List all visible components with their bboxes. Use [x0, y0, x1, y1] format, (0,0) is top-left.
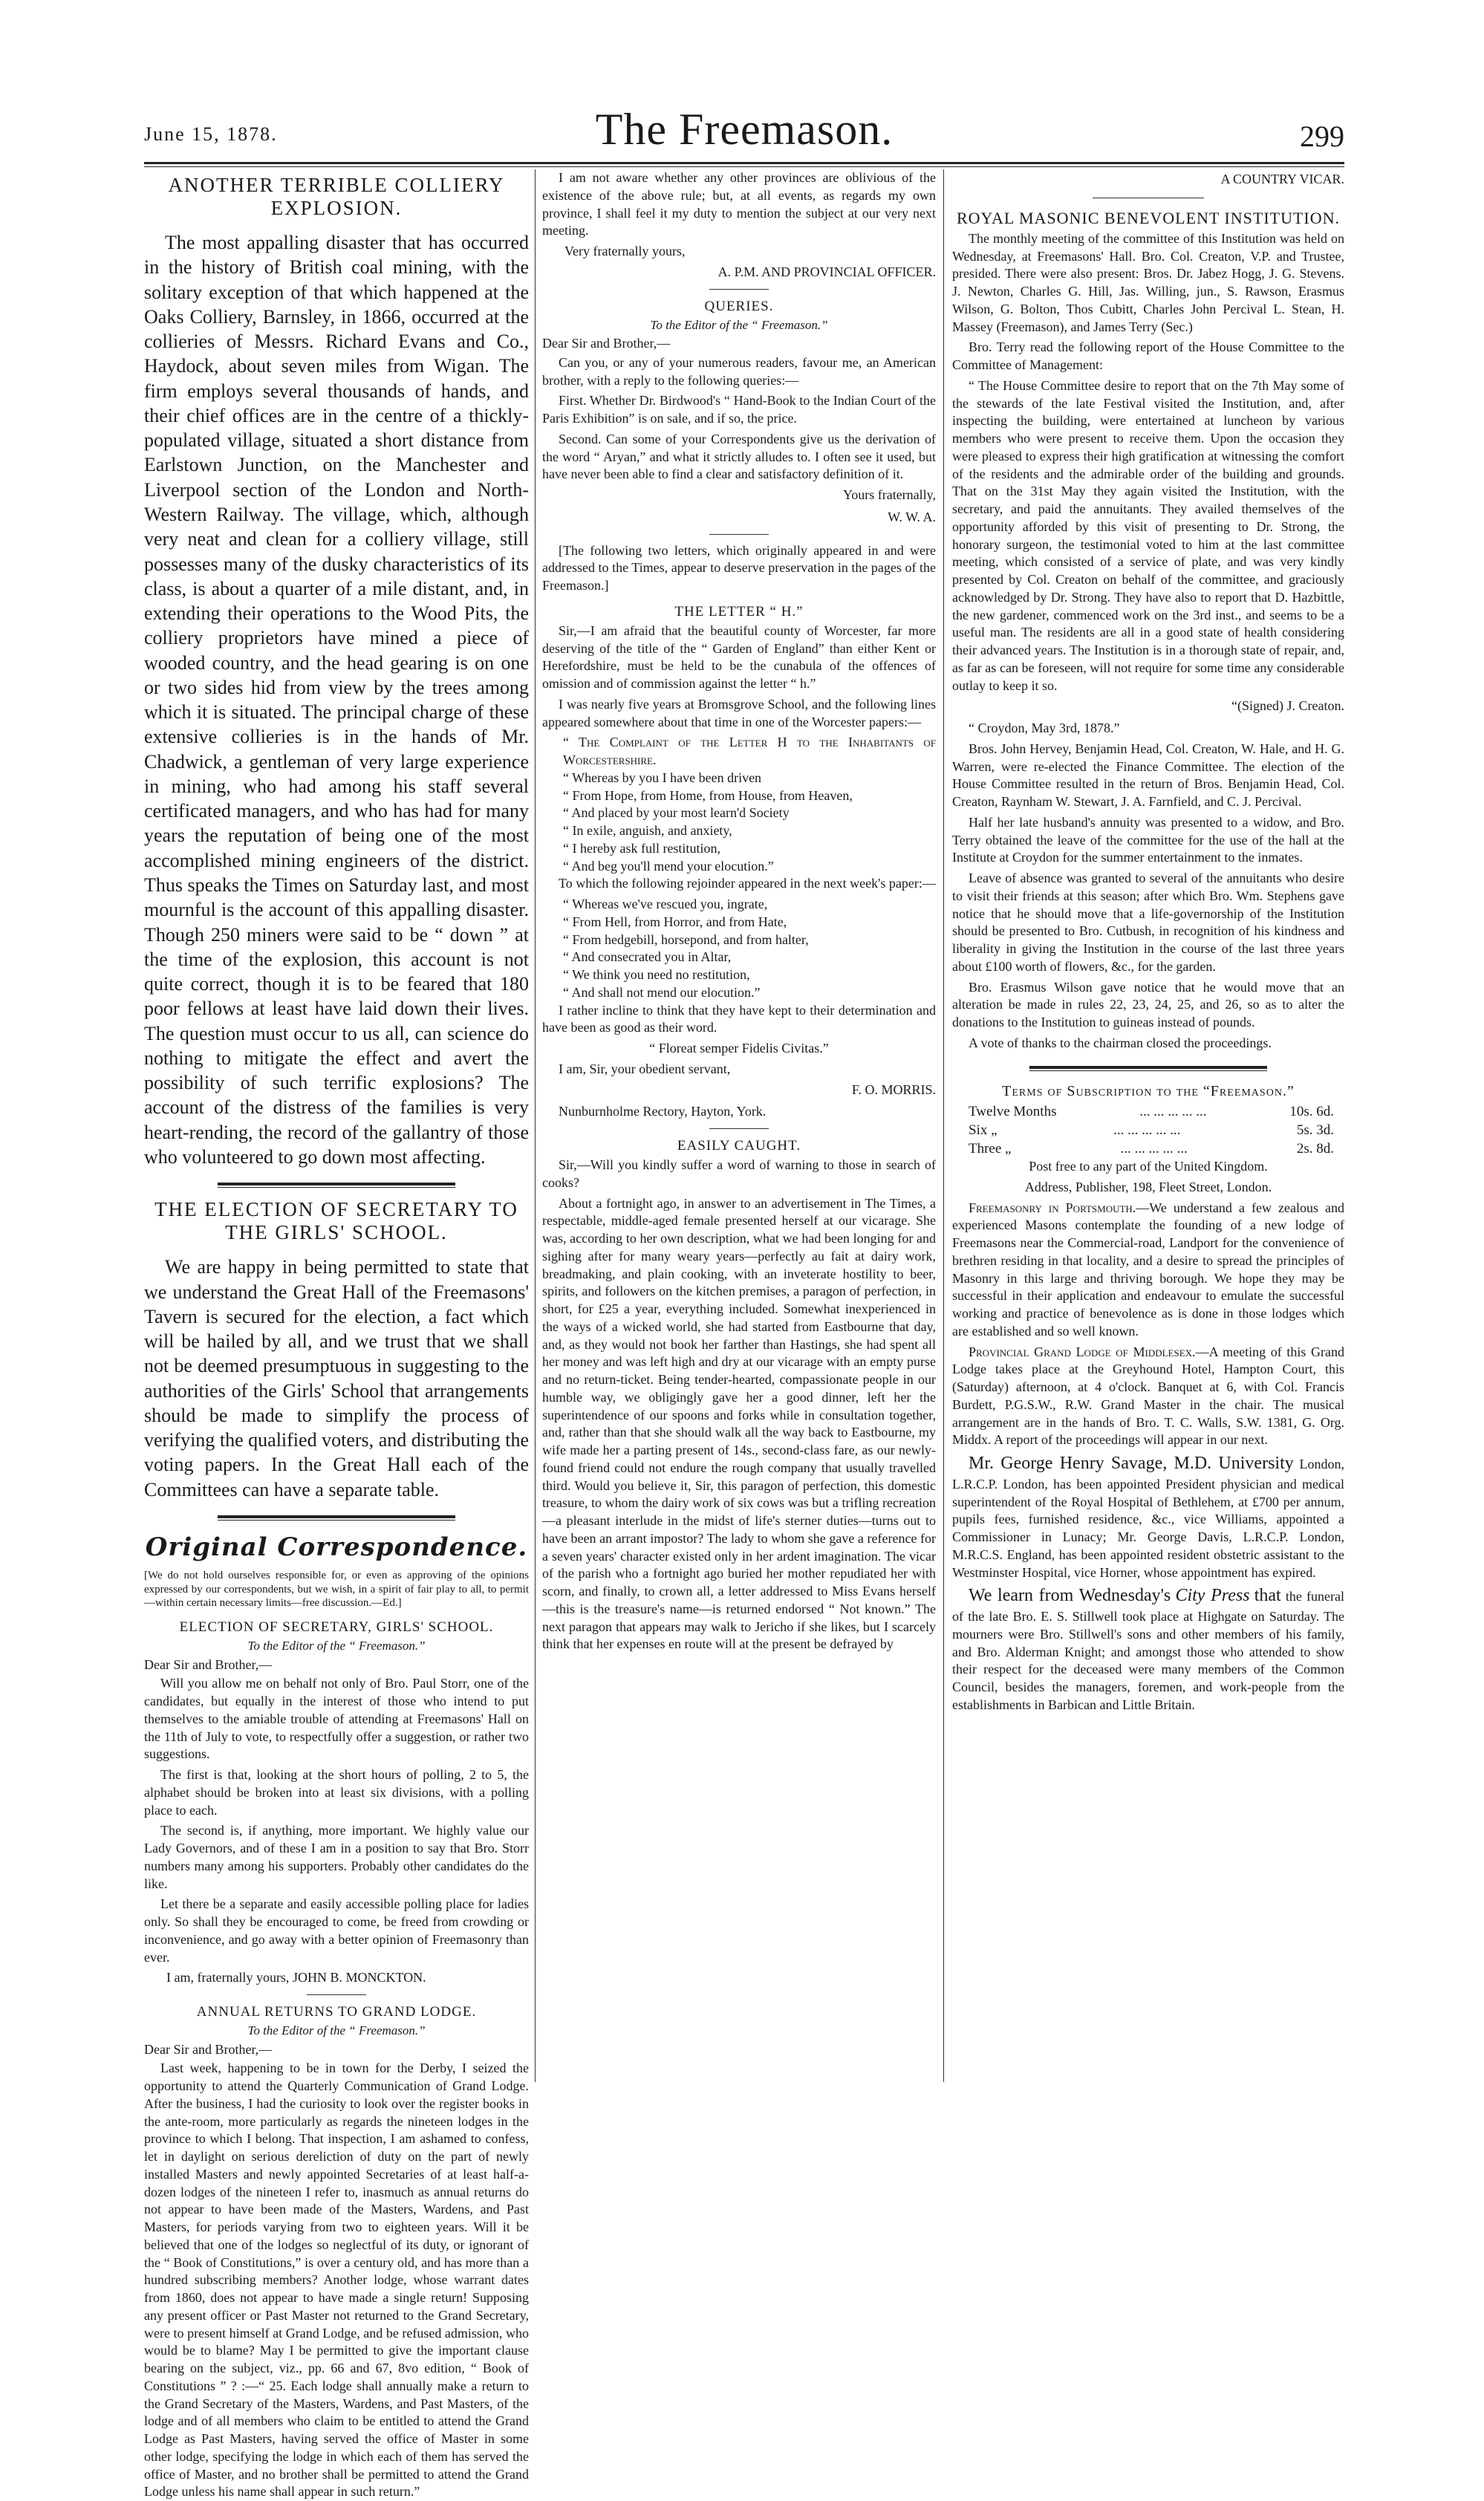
letter-paragraph: About a fortnight ago, in answer to an advertisement in The Times, a respectable, middle-aged female presented herself at our vicarage. She was, according to her own description, what we had been longing for and sighing after for many weary years—perfectly au fait at dairy work, breadmaking, and plain cooking, with an inveterate hostility to beer, spirits, and followers on the kitchen premises, a paragon of perfection, in short, for £25 a year, everything included. Somewhat inexperienced in the ways of a wicked world, she had started from Eastbourne that day, and, as they would not book her farther than Hastings, she had spent all her money and was left high and dry at our vicarage with an empty purse and no return-ticket. Being tender-hearted, compassionate people in our humble way, we obligingly gave her a good dinner, left her the superintendence of our spoons and forks while in consultation together, and, rather than that she should walk all the way back to Eastbourne, my wife made her a parting present of 14s., second-class fare, as our newly-found friend could not endure the rough company that usually travelled third. Would you believe it, Sir, this paragon of perfection, this domestic treasure, to whom the dairy work of six cows was but a trifling recreation—a pleasant interlude in the midst of life's sterner duties—turns out to have been an arrant impostor? The lady to whom she gave a reference for a seven years' character existed only in her ardent imagination. The vicar of the parish who a fortnight ago buried her mother repudiated her with scorn, and finally, to crown all, a letter addressed to Miss Evans herself—this is the treasure's name—is returned endorsed “ Not known.” The next paragon that appears may walk to Jericho if she likes, but I scarcely think that her expenses en route will at the present be defrayed by [542, 1195, 936, 1652]
letter-signature: JOHN B. MONCKTON. [292, 1970, 426, 1985]
terms-row: Six „ ... ... ... ... ... 5s. 3d. [969, 1122, 1334, 1138]
masthead [144, 104, 1344, 163]
column-2 [542, 169, 936, 2082]
letter-paragraph: Can you, or any of your numerous readers, favour me, an American brother, with a reply to the following queries:— [542, 354, 936, 388]
letter-h [542, 542, 936, 1122]
article-paragraph: Bro. Terry read the following report of the House Committee to the Committee of Management: [952, 339, 1344, 373]
article-paragraph: Bro. Erasmus Wilson gave notice that he would move that an alteration be made in rules 22, 23, 24, 25, and 26, so as to alter the donations to the Institution to guineas instead of pounds. [952, 979, 1344, 1030]
report-date: “ Croydon, May 3rd, 1878.” [969, 721, 1120, 736]
poem-title: “ The Complaint of the Letter H to the Inhabitants of Worcestershire. [563, 735, 936, 768]
letter-annual-returns [144, 2003, 529, 2501]
letter-closing: I am, Sir, your obedient servant, [559, 1061, 731, 1076]
letter-paragraph: Will you allow me on behalf not only of Bro. Paul Storr, one of the candidates, but equally in the interest of those who intend to put themselves to the amiable trouble of attending at Freemasons' Hall on the 11th of July to vote, to respectfully offer a suggestion, or rather two suggestions. [144, 1676, 529, 1762]
easily-caught-letter [542, 1136, 936, 1653]
letter-paragraph: The first is that, looking at the short hours of polling, 2 to 5, the alphabet should be broken into at least six divisions, with a polling place to each. [144, 1767, 529, 1818]
section-rule [1029, 1066, 1267, 1071]
issue-date: June 15, 1878. [144, 123, 278, 145]
letter-paragraph: Second. Can some of your Correspondents give us the derivation of the word “ Aryan,” and what it strictly alludes to. I often see it used, but have never been able to find a clear and satisfactory definition of it. [542, 431, 936, 482]
letter-salutation: Dear Sir and Brother,— [144, 1656, 273, 1672]
verse-line: “ I hereby ask full restitution, [563, 840, 720, 856]
column-divider-1 [535, 169, 536, 2082]
verse-line: “ Whereas we've rescued you, ingrate, [563, 897, 768, 912]
publisher-address: Address, Publisher, 198, Fleet Street, London. [1024, 1179, 1272, 1194]
letter-salutation: Dear Sir and Brother,— [144, 2041, 273, 2057]
verse-line: “ And beg you'll mend your elocution.” [563, 858, 774, 874]
news-stillwell: We learn from Wednesday's City Press that the funeral of the late Bro. E. S. Stillwell took place at Highgate on Saturday. The mourners were Bro. Stillwell's sons and other members of his family, and Bro. Alderman Knight; and amongst those who attended to show their respect for the deceased were many members of the Common Council, besides the managers, foremen, and work-people from the establishments in Barbican and Little Britain. [952, 1586, 1345, 1712]
letter-addressee: To the Editor of the “ Freemason.” [247, 1639, 426, 1653]
letter-heading: QUERIES. [704, 298, 774, 314]
letter-paragraph: I rather incline to think that they have kept to their determination and have been as good as their word. [542, 1002, 936, 1035]
letter-girls-school [144, 1618, 529, 1987]
section-title: Original Correspondence. [145, 1532, 528, 1562]
article-heading: THE ELECTION OF SECRETARY TO THE GIRLS' SCHOOL. [154, 1198, 518, 1244]
letter-closing: Very fraternally yours, [564, 244, 686, 258]
letter-paragraph: First. Whether Dr. Birdwood's “ Hand-Book to the Indian Court of the Paris Exhibition” is on sale, and if so, the price. [542, 393, 936, 426]
article-paragraph: We are happy in being permitted to state that we understand the Great Hall of the Freemasons' Tavern is secured for the election, a fact which will be hailed by all, and we trust that we shall not be deemed presumptuous in suggesting to the authorities of the Girls' School that arrangements should be made to simplify the process of verifying the qualified voters, and distributing the voting papers. In the Great Hall each of the Committees can have a separate table. [144, 1256, 529, 1500]
letter-signature: A. P.M. AND PROVINCIAL OFFICER. [717, 264, 936, 279]
letter-paragraph-continued: I am not aware whether any other provinces are oblivious of the existence of the above rule; but, at all events, as regards my own province, I shall feel it my duty to mention the subject at our very next meeting. [542, 170, 936, 238]
column-divider-2 [943, 169, 944, 2082]
verse-line: “ From Hope, from Home, from House, from Heaven, [563, 787, 853, 803]
column-1 [144, 169, 529, 2500]
letter-signature: A COUNTRY VICAR. [1220, 172, 1344, 186]
divider [709, 1128, 769, 1129]
news-savage: Mr. George Henry Savage, M.D. University London, L.R.C.P. London, has been appointed President physician and medical superintendent of the Royal Hospital of Bethlehem, at £700 per annum, pupils fees, furnished residence, &c., vice Williams, appointed a Commissioner in Lunacy; Mr. George Davis, L.R.C.P. London, M.R.C.S. England, has been appointed resident obstetric assistant to the Westminster Hospital, vice Horner, whose appointment has expired. [952, 1454, 1345, 1580]
letter-closing: I am, fraternally yours, JOHN B. MONCKTON. [166, 1970, 426, 1985]
newspaper-title: The Freemason. [595, 105, 894, 154]
divider [307, 1994, 366, 1995]
letter-addressee: To the Editor of the “ Freemason.” [247, 2023, 426, 2038]
article-paragraph: “ The House Committee desire to report that on the 7th May some of the stewards of the late Festival visited the Institution, and, after inspecting the building, were entertained at luncheon by various members who were present to receive them. Upon the occasion they were pleased to express their high gratification at witnessing the comfort of the residents and the admirable order of the building and grounds. That on the 31st May they again visited the Institution, with the secretary, and paid the annuitants. They availed themselves of the opportunity afforded by this visit of presenting to Dr. Strong, the honorary surgeon, the testimonial voted to him at the last committee meeting, which consisted of a service of plate, and was very kindly presented by Col. Creaton on behalf of the committee, and graciously acknowledged by Dr. Strong. They have also to report that D. Hazbittle, the new gardener, commenced work on the 3rd inst., and seems to be a useful man. The residents are all in a good state of health considering their advanced years. The Institution is in a thorough state of repair, and, as far as can be foreseen, will not require for some time any considerable outlay to keep it so. [952, 377, 1344, 693]
article-paragraph: Leave of absence was granted to several of the annuitants who desire to visit their friends at this season; after which Bro. Wm. Stephens gave notice that he should move that a life-governorship of the Institution should be presented to Bro. Cutbush, in recognition of his kindness and liberality in giving the Institution in the course of the last three years about £100 worth of flowers, &c., for the garden. [952, 871, 1344, 974]
verse-line: “ We think you need no restitution, [563, 967, 750, 983]
terms-row: Twelve Months ... ... ... ... ... 10s. 6d. [969, 1103, 1334, 1119]
editorial-note: [We do not hold ourselves responsible for, or even as approving of the opinions expressed by our correspondents, but we wish, in a spirit of fair play to all, to permit—within certain necessary limits—free discussion.—Ed.] [144, 1569, 529, 1610]
letter-addressee: To the Editor of the “ Freemason.” [650, 317, 828, 332]
divider [709, 534, 769, 535]
terms-row: Three „ ... ... ... ... ... 2s. 8d. [969, 1141, 1334, 1157]
letter-heading: ELECTION OF SECRETARY, GIRLS' SCHOOL. [179, 1619, 494, 1636]
letter-closing: Yours fraternally, [843, 487, 936, 503]
queries-letter [542, 297, 936, 527]
terms-heading: Terms of Subscription to the “Freemason.” [1002, 1082, 1295, 1099]
letter-paragraph: The second is, if anything, more important. We highly value our Lady Governors, and of these I am in a position to say that Bro. Storr numbers many among his supporters. Probably other candidates do the like. [144, 1823, 529, 1891]
letter-paragraph: Sir,—I am afraid that the beautiful county of Worcester, far more deserving of the title of the “ Garden of England” than either Kent or Herefordshire, must be held to be the cunabula of the offences of omission and of commission against the letter “ h.” [542, 622, 936, 692]
motto: “ Floreat semper Fidelis Civitas.” [649, 1041, 829, 1056]
section-rule [218, 1515, 455, 1521]
letter-paragraph: Last week, happening to be in town for the Derby, I seized the opportunity to attend the Quarterly Communication of Grand Lodge. After the business, I had the curiosity to look over the register books in the ante-room, more particularly as regards the nineteen lodges in the province to which I belong. That inspection, I am ashamed to confess, let in daylight on serious dereliction of duty on the part of newly installed Masters and newly appointed Secretaries of at least half-a-dozen lodges of the nineteen I refer to, inasmuch as annual returns do not appear to have been made of the Masters, Wardens, and Past Masters, for periods varying from two to eighteen years. Will it be believed that one of the lodges so neglectful of its duty, or ignorant of the “ Book of Constitutions,” is over a century old, and has more than a hundred subscribing members? Another lodge, whose warrant dates from 1860, does not appear to have made a single return! Supposing any present officer or Past Master not returned to the Grand Secretary, were to present himself at Grand Lodge, and be refused admission, who would be to blame? May I be permitted to give the important clause bearing on the subject, viz., pp. 66 and 67, 8vo edition, “ Book of Constitutions ” ? :—“ 25. Each lodge shall annually make a return to the Grand Secretary of the Masters, Wardens, and Past Masters, of the lodge and of all members who claim to be entitled to attend the Grand Lodge as Past Masters, having served the office of Master in some other lodge, specifying the lodge in which each of them has served the office of Master, and no brother shall be permitted to attend the Grand Lodge unless his name shall appear in such return.” [144, 2061, 529, 2500]
letter-paragraph: I was nearly five years at Bromsgrove School, and the following lines appeared somewhere about that time in one of the Worcester papers:— [542, 696, 936, 729]
letter-paragraph: Sir,—Will you kindly suffer a word of warning to those in search of cooks? [542, 1157, 936, 1190]
letter-heading: EASILY CAUGHT. [677, 1138, 801, 1154]
verse-line: “ From hedgebill, horsepond, and from halter, [563, 931, 809, 947]
rmbi-article [952, 207, 1344, 1053]
article-heading: ROYAL MASONIC BENEVOLENT INSTITUTION. [956, 208, 1341, 227]
article-paragraph: Bros. John Hervey, Benjamin Head, Col. Creaton, W. Hale, and H. G. Warren, were re-elected the Finance Committee. The election of the House Committee resulted in the return of Bros. Benjamin Head, Col. Creaton, Raynham W. Stewart, J. A. Farnfield, and C. J. Percival. [952, 741, 1344, 810]
letter-address: Nunburnholme Rectory, Hayton, York. [559, 1104, 767, 1119]
article-paragraph: Half her late husband's annuity was presented to a widow, and Bro. Terry obtained the leave of the committee for the use of the hall at the Institute at Croydon for the summer entertainment to the inmates. [952, 814, 1344, 865]
post-free-note: Post free to any part of the United Kingdom. [1029, 1159, 1268, 1174]
letter-heading: ANNUAL RETURNS TO GRAND LODGE. [196, 2004, 477, 2020]
column-3 [952, 169, 1344, 2082]
page-number: 299 [1300, 120, 1344, 153]
verse-line: “ And consecrated you in Altar, [563, 949, 732, 965]
article-paragraph: The monthly meeting of the committee of this Institution was held on Wednesday, at Freemasons' Hall. Bro. Col. Creaton, V.P. and Trustee, presided. There were also present: Bros. Dr. Jabez Hogg, J. G. Stevens. J. Newton, Charles G. Hill, Jas. Willing, jun., S. Rawson, Erasmus Wilson, G. Bolton, Thos Cubitt, Charles John Percival L. Stean, H. Massey (Freemason), and James Terry (Sec.) [952, 230, 1344, 334]
election-article [144, 1198, 529, 1502]
subscription-terms [952, 1082, 1344, 1197]
report-signature: “(Signed) J. Creaton. [1231, 698, 1344, 714]
letter-signature: W. W. A. [888, 509, 936, 524]
verse-line: “ From Hell, from Horror, and from Hate, [563, 914, 787, 929]
verse-line: “ In exile, anguish, and anxiety, [563, 823, 732, 839]
article-paragraph: A vote of thanks to the chairman closed the proceedings. [969, 1035, 1272, 1050]
letter-salutation: Dear Sir and Brother,— [542, 336, 671, 351]
verse-line: “ Whereas by you I have been driven [563, 770, 762, 785]
letter-intro: [The following two letters, which originally appeared in and were addressed to the Times, appear to deserve preservation in the pages of the Freemason.] [542, 542, 936, 593]
masthead-rule [144, 162, 1344, 167]
article-paragraph: The most appalling disaster that has occurred in the history of British coal mining, with the solitary exception of that which happened at the Oaks Colliery, Barnsley, in 1866, occurred at the collieries of Messrs. Richard Evans and Co., Haydock, about seven miles from Wigan. The firm employs several thousands of hands, and their chief offices are in the centre of a thickly-populated village, situated a short distance from Earlstown Junction, on the Manchester and Liverpool section of the London and North-Western Railway. The village, which, although very neat and clean for a colliery village, still possesses many of the dusky characteristics of its class, is about a quarter of a mile distant, and, in extending their operations to the Wood Pits, the colliery proprietors have mined a piece of wooded country, and the head gearing is on one or two sides hid from view by the trees among which it is situated. The principal charge of these extensive collieries is in the hands of Mr. Chadwick, a gentleman of very large experience in mining, who had among his staff several certificated managers, and who has had for many years the reputation of being one of the most accomplished mining engineers of the district. Thus speaks the Times on Saturday last, and most mournful is the account of this appalling disaster. Though 250 miners were said to be “ down ” at the time of the explosion, this account is not quite correct, though it is to be feared that 180 poor fellows at least have laid down their lives. The question must occur to us all, can science do nothing to mitigate the effect and avert the possibility of such terrific explosions? The account of the distress of the families is very heart-rending, the record of the gallantry of those who volunteered to go down most affecting. [144, 232, 529, 1168]
news-middlesex: Provincial Grand Lodge of Middlesex.—A meeting of this Grand Lodge takes place at the Greyhound Hotel, Hampton Court, this (Saturday) afternoon, at 4 o'clock. Banquet at 6, with Col. Francis Burdett, P.G.S.W., R.W. Grand Master in the chair. The musical arrangement are in the hands of Bro. T. C. Walls, S.W. 1381, G. Org. Middx. A report of the proceedings will appear in our next. [952, 1344, 1344, 1448]
letter-signature: F. O. MORRIS. [851, 1082, 936, 1097]
colliery-article [144, 174, 529, 1169]
letter-paragraph: To which the following rejoinder appeared in the next week's paper:— [559, 876, 936, 891]
divider [709, 289, 769, 290]
letter-heading: THE LETTER “ H.” [674, 603, 804, 619]
article-heading: ANOTHER TERRIBLE COLLIERY EXPLOSION. [168, 174, 505, 220]
verse-line: “ And placed by your most learn'd Society [563, 805, 790, 821]
news-portsmouth: Freemasonry in Portsmouth.—We understand a few zealous and experienced Masons contemplate the founding of a new lodge of Freemasons near the Commercial-road, Landport for the convenience of brethren residing in that locality, and a desire to spread the principles of Masonry in this large and thriving borough. We hope they may be successful in their application and endeavour to emulate the successful working and practice of benevolence as is done in those lodges which are established and so well known. [952, 1200, 1345, 1339]
verse-line: “ And shall not mend our elocution.” [563, 984, 761, 1000]
letter-paragraph: Let there be a separate and easily accessible polling place for ladies only. So shall they be encouraged to come, be freed from crowding or inconvenience, and go away with a better opinion of Freemasonry than ever. [144, 1896, 529, 1965]
section-rule [218, 1183, 455, 1188]
